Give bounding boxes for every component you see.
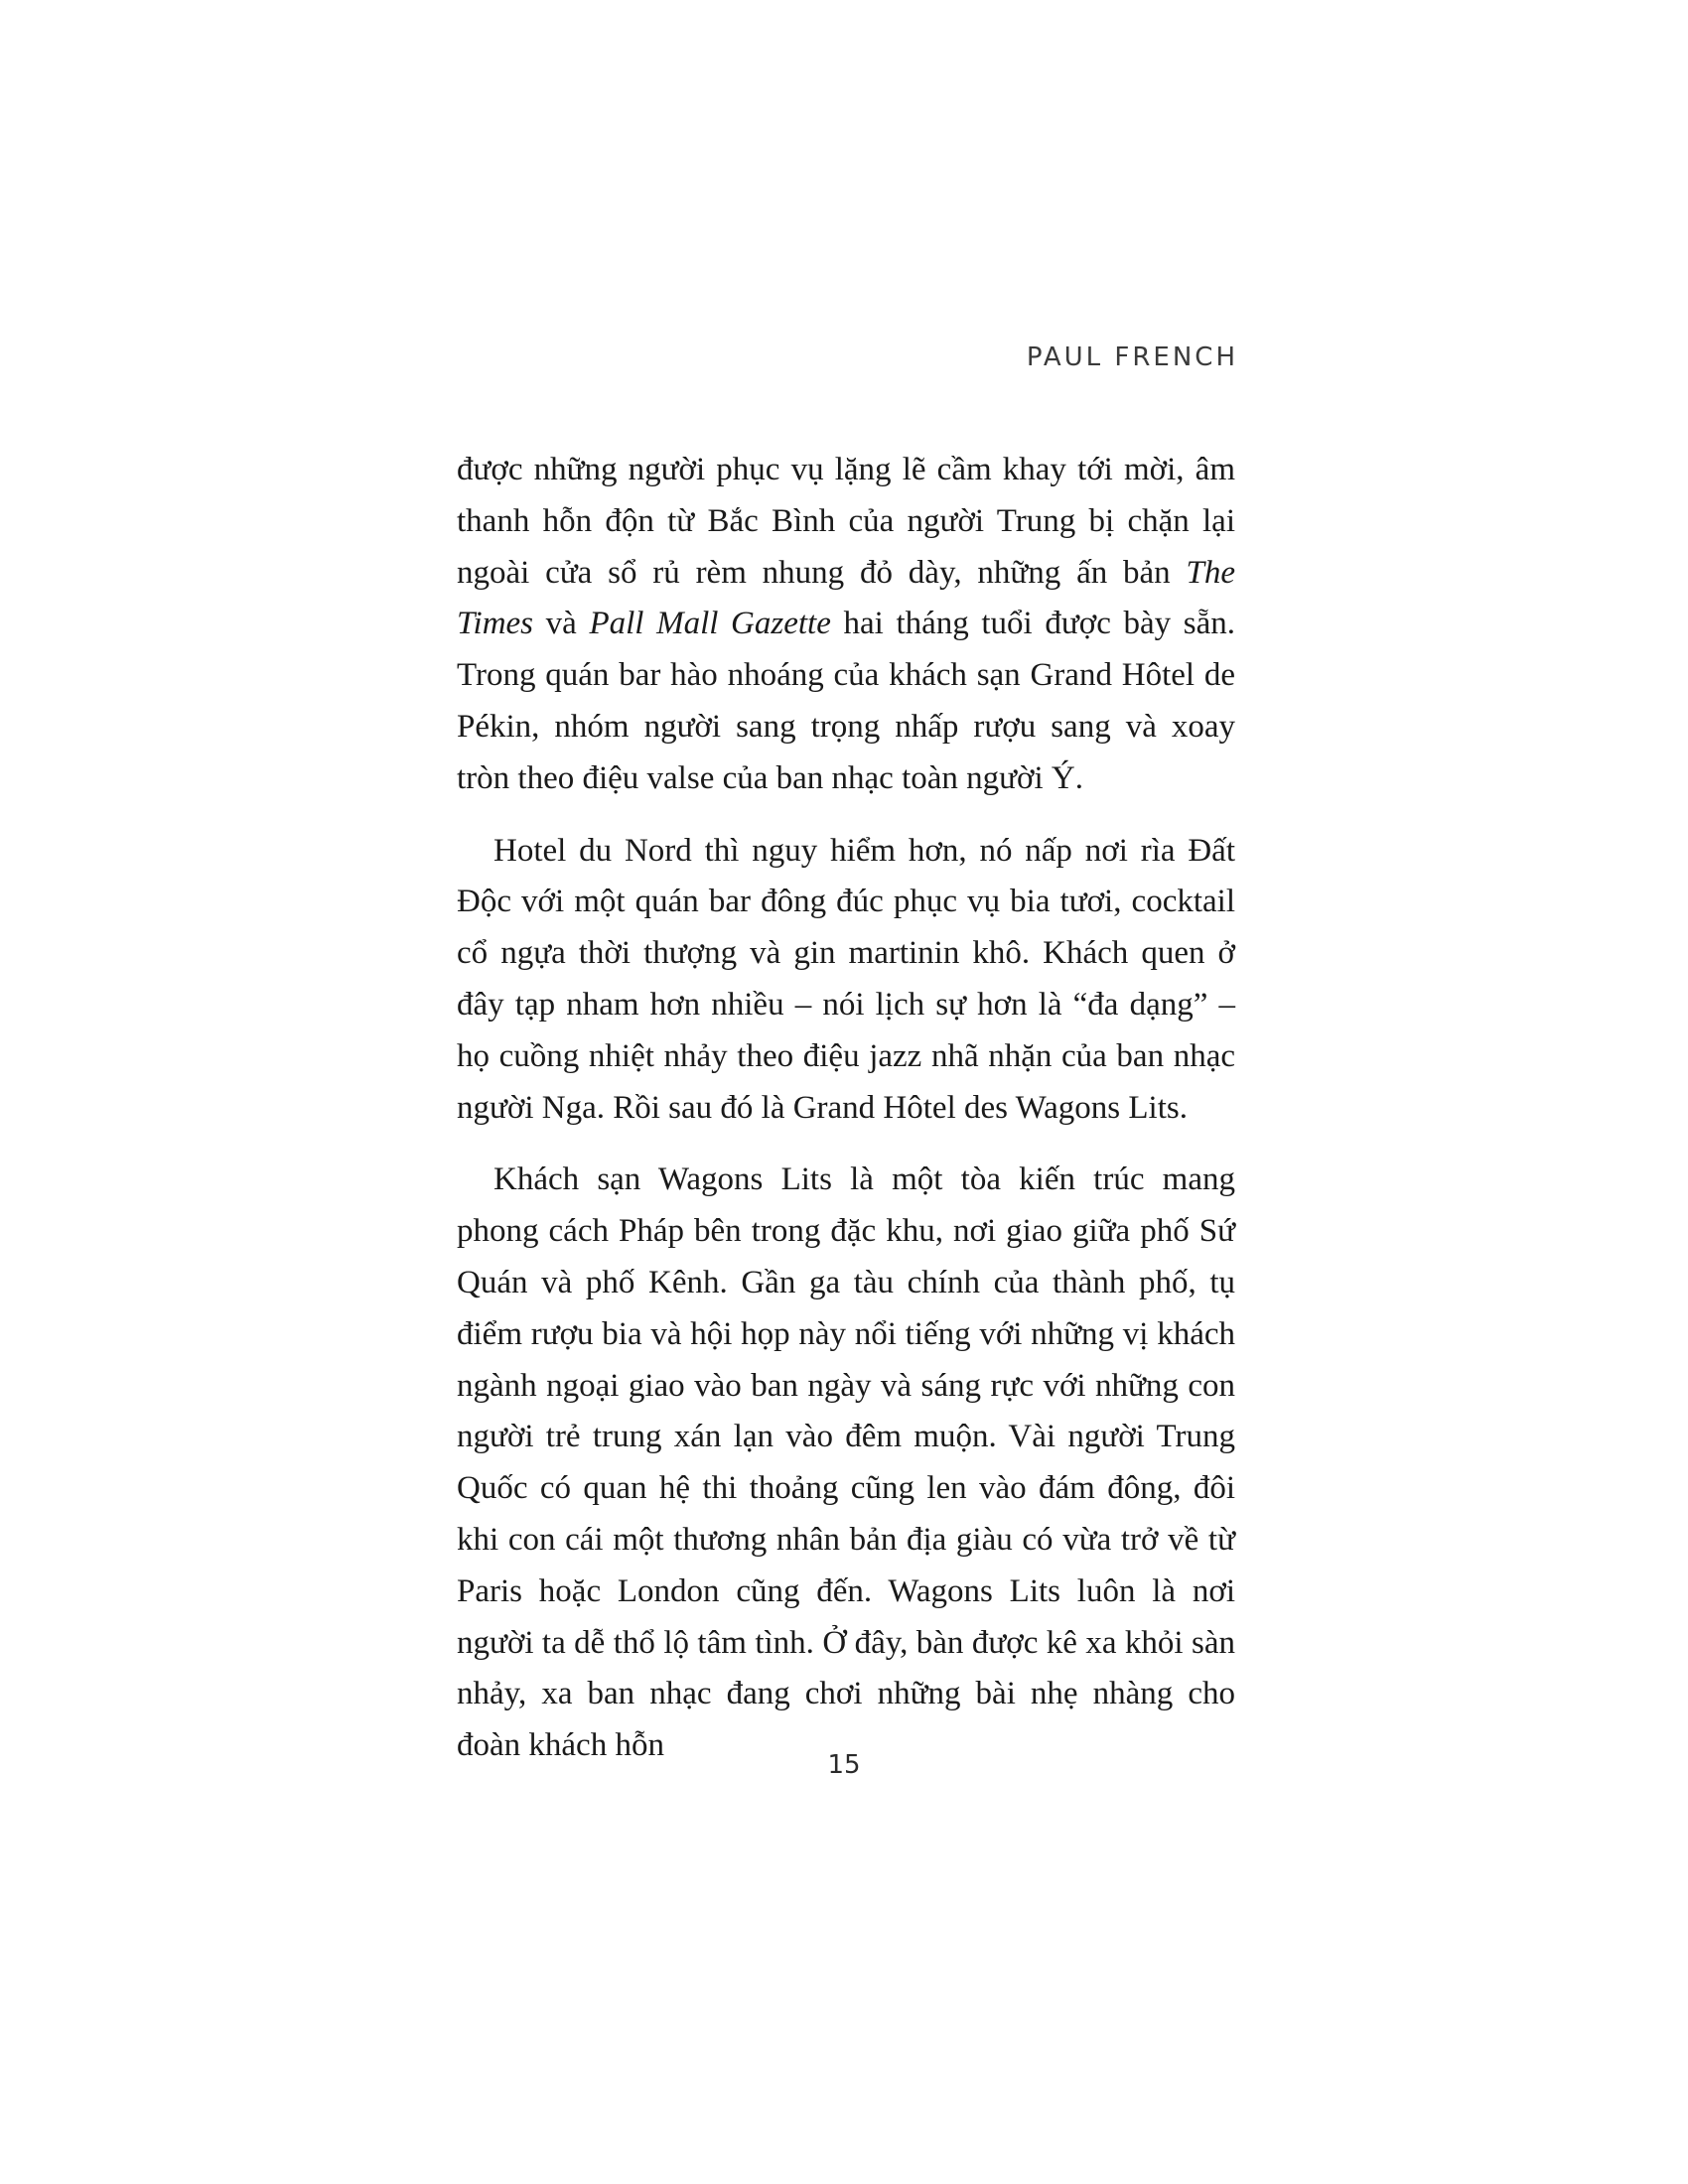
publication-title-pall-mall-gazette: Pall Mall Gazette — [589, 606, 831, 642]
body-text — [457, 445, 1235, 1772]
paragraph-1-text-a: được những người phục vụ lặng lẽ cầm khay tới mời, âm thanh hỗn độn từ Bắc Bình của người Trung bị chặn lại ngoài cửa sổ rủ rèm nhung đỏ dày, những ấn bản — [457, 452, 1235, 591]
page-number: 15 — [827, 1750, 861, 1780]
paragraph-1-text-b: và — [533, 606, 590, 642]
paragraph-1-text-c: hai tháng tuổi được bày sẵn. Trong quán bar hào nhoáng của khách sạn Grand Hôtel de Pékin, nhóm người sang trọng nhấp rượu sang và xoay tròn theo điệu valse của ban nhạc toàn người Ý. — [457, 606, 1235, 796]
paragraph-2: Hotel du Nord thì nguy hiểm hơn, nó nấp nơi rìa Đất Độc với một quán bar đông đúc phục vụ bia tươi, cocktail cổ ngựa thời thượng và gin martinin khô. Khách quen ở đây tạp nham hơn nhiều – nói lịch sự hơn là “đa dạng” – họ cuồng nhiệt nhảy theo điệu jazz nhã nhặn của ban nhạc người Nga. Rồi sau đó là Grand Hôtel des Wagons Lits. — [457, 832, 1235, 1126]
paragraph-3: Khách sạn Wagons Lits là một tòa kiến trúc mang phong cách Pháp bên trong đặc khu, nơi giao giữa phố Sứ Quán và phố Kênh. Gần ga tàu chính của thành phố, tụ điểm rượu bia và hội họp này nổi tiếng với những vị khách ngành ngoại giao vào ban ngày và sáng rực với những con người trẻ trung xán lạn vào đêm muộn. Vài người Trung Quốc có quan hệ thi thoảng cũng len vào đám đông, đôi khi con cái một thương nhân bản địa giàu có vừa trở về từ Paris hoặc London cũng đến. Wagons Lits luôn là nơi người ta dễ thổ lộ tâm tình. Ở đây, bàn được kê xa khỏi sàn nhảy, xa ban nhạc đang chơi những bài nhẹ nhàng cho đoàn khách hỗn — [457, 1161, 1235, 1764]
running-header-author: PAUL FRENCH — [1026, 342, 1238, 372]
paragraph-1 — [457, 445, 1235, 805]
publication-title-the-times: The Times — [457, 554, 1235, 642]
